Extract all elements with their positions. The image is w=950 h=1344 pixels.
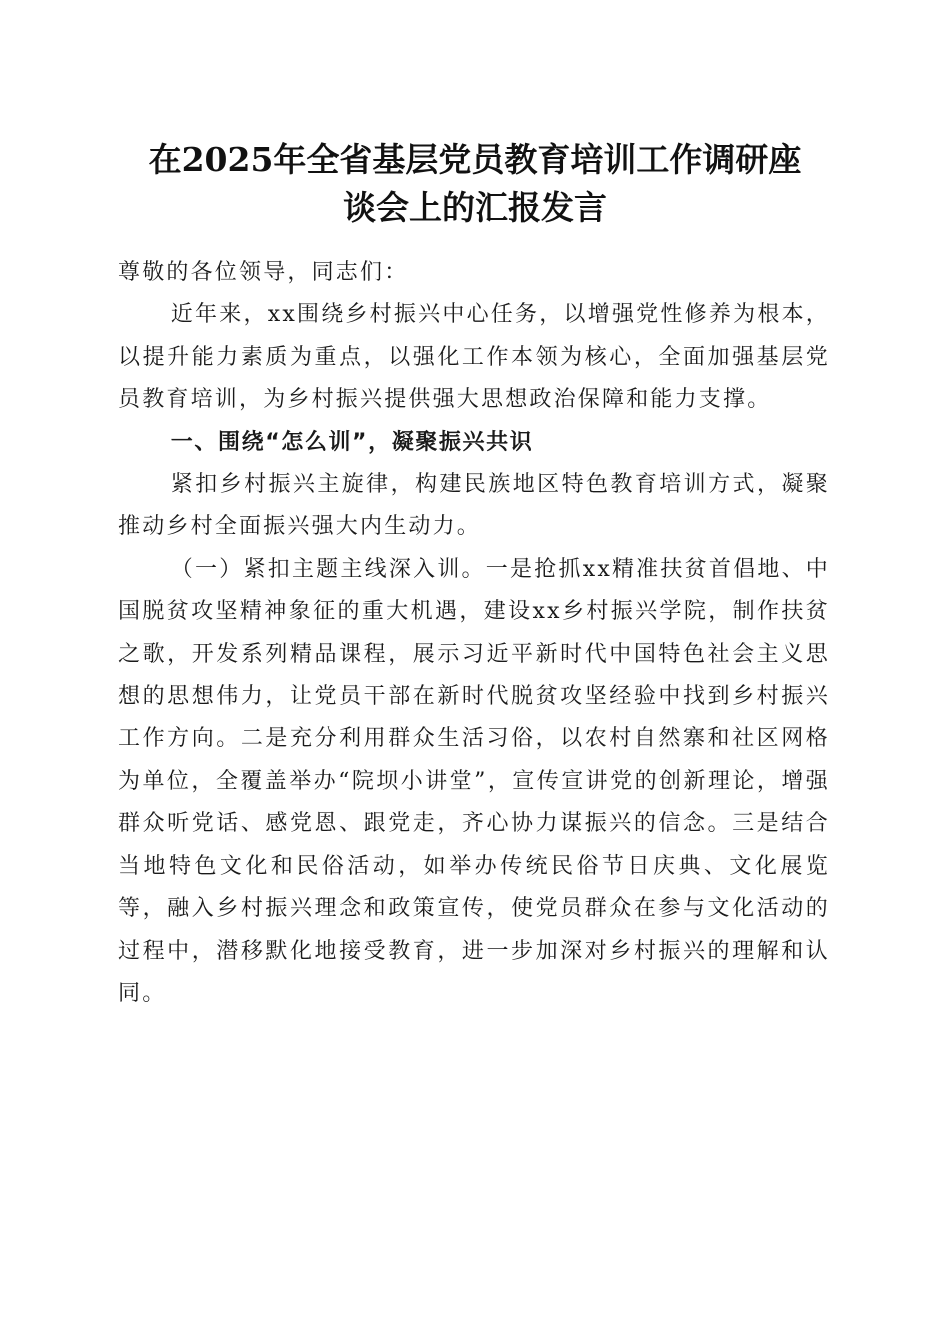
document-title-line-2: 谈会上的汇报发言 [343, 188, 607, 227]
section-1-item-1-paragraph: （一）紧扣主题主线深入训。一是抢抓xx精准扶贫首倡地、中国脱贫攻坚精神象征的重大机遇，建设xx乡村振兴学院，制作扶贫之歌，开发系列精品课程，展示习近平新时代中国特色社会主义思想的思想伟力，让党员干部在新时代脱贫攻坚经验中找到乡村振兴工作方向。二是充分利用群众生活习俗，以农村自然寨和社区网格为单位，全覆盖举办“院坝小讲堂”，宣传宣讲党的创新理论，增强群众听党话、感党恩、跟党走，齐心协力谋振兴的信念。三是结合当地特色文化和民俗活动，如举办传统民俗节日庆典、文化展览等，融入乡村振兴理念和政策宣传，使党员群众在参与文化活动的过程中，潜移默化地接受教育，进一步加深对乡村振兴的理解和认同。 [118, 556, 830, 1006]
intro-paragraph: 近年来，xx围绕乡村振兴中心任务，以增强党性修养为根本，以提升能力素质为重点，以强化工作本领为核心，全面加强基层党员教育培训，为乡村振兴提供强大思想政治保障和能力支撑。 [118, 302, 830, 413]
document-title-line-1: 在2025年全省基层党员教育培训工作调研座 [148, 140, 802, 179]
section-1-heading: 一、围绕“怎么训”，凝聚振兴共识 [170, 429, 534, 455]
section-1-intro-paragraph: 紧扣乡村振兴主旋律，构建民族地区特色教育培训方式，凝聚推动乡村全面振兴强大内生动力。 [118, 472, 830, 540]
salutation: 尊敬的各位领导，同志们： [118, 260, 409, 285]
document-title [100, 136, 850, 232]
document-body [118, 252, 830, 1015]
